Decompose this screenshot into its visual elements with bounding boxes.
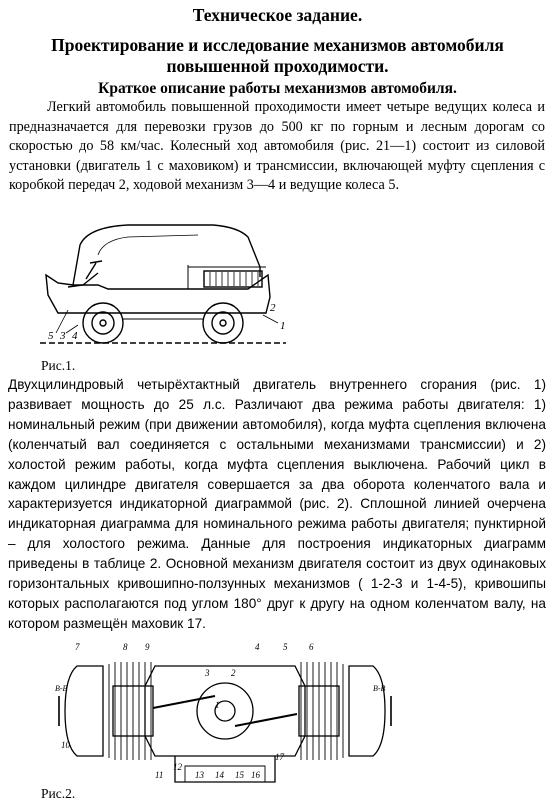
engine-cross-section-drawing bbox=[55, 636, 395, 786]
fig1-label-2: 2 bbox=[270, 302, 276, 314]
document-heading: Проектирование и исследование механизмов автомобиля повышенной проходимости. bbox=[51, 35, 504, 76]
fig2-section-right: В-В bbox=[373, 684, 386, 693]
fig1-label-1: 1 bbox=[280, 320, 286, 332]
fig1-label-4: 4 bbox=[72, 330, 78, 342]
fig2-label-14: 14 bbox=[215, 770, 224, 780]
fig2-label-2: 2 bbox=[231, 668, 236, 678]
engine-description-paragraph: Двухцилиндровый четырёхтактный двигатель внутреннего сгорания (рис. 1) развивает мощность до 25 л.с. Различают два режима работы двигателя: 1) номинальный режим (при движении автомобиля), когда муфта сцепления включена (коленчатый вал соединяется с остальными механизмами трансмиссии) и 2) холостой режим работы, когда муфта сцепления выключена. Рабочий цикл в каждом цилиндре двигателя совершается за два оборота коленчатого вала и характеризуется индикаторной диаграммой (рис. 2). Сплошной линией очерчена индикаторная диаграмма для номинального режима работы двигателя; пунктирной – для холостого режима. Данные для построения индикаторных диаграмм приведены в таблице 2. Основной механизм двигателя состоит из двух одинаковых горизонтальных кривошипно-ползунных механизмов ( 1-2-3 и 1-4-5), кривошипы которых располагаются под углом 180° друг к другу на одном коленчатом валу, на котором размещён маховик 17. bbox=[8, 377, 546, 631]
fig2-label-16: 16 bbox=[251, 770, 260, 780]
fig2-label-13: 13 bbox=[195, 770, 204, 780]
fig2-label-11: 11 bbox=[155, 770, 164, 780]
figure2-caption: Рис.2. bbox=[41, 786, 76, 801]
fig2-label-8: 8 bbox=[123, 642, 128, 652]
fig2-label-15: 15 bbox=[235, 770, 244, 780]
figure1-caption: Рис.1. bbox=[41, 358, 76, 373]
fig1-label-3: 3 bbox=[60, 330, 66, 342]
fig2-label-12: 12 bbox=[173, 762, 182, 772]
vehicle-illustration bbox=[38, 215, 288, 355]
fig1-label-5: 5 bbox=[48, 330, 54, 342]
fig2-section-left: В-В bbox=[55, 684, 68, 693]
fig2-label-4: 4 bbox=[255, 642, 260, 652]
fig2-label-3: 3 bbox=[205, 668, 210, 678]
fig2-label-7: 7 bbox=[75, 642, 80, 652]
fig2-label-6: 6 bbox=[309, 642, 314, 652]
fig2-label-17: 17 bbox=[275, 752, 284, 762]
fig2-label-10: 10 bbox=[61, 740, 70, 750]
fig2-label-9: 9 bbox=[145, 642, 150, 652]
section-subtitle: Краткое описание работы механизмов автомобиля. bbox=[98, 80, 457, 97]
intro-paragraph: Легкий автомобиль повышенной проходимости имеет четыре ведущих колеса и предназначается для перевозки грузов до 500 кг по горным и лесным дорогам со скоростью до 58 км/час. Колесный ход автомобиля (рис. 21—1) состоит из силовой установки (двигатель 1 с маховиком) и трансмиссии, включающей муфту сцепления с коробкой передач 2, ходовой механизм 3—4 и ведущие колеса 5. bbox=[9, 99, 545, 194]
document-title: Техническое задание. bbox=[192, 5, 363, 25]
fig2-label-1: 1 bbox=[215, 700, 220, 710]
fig2-label-5: 5 bbox=[283, 642, 288, 652]
